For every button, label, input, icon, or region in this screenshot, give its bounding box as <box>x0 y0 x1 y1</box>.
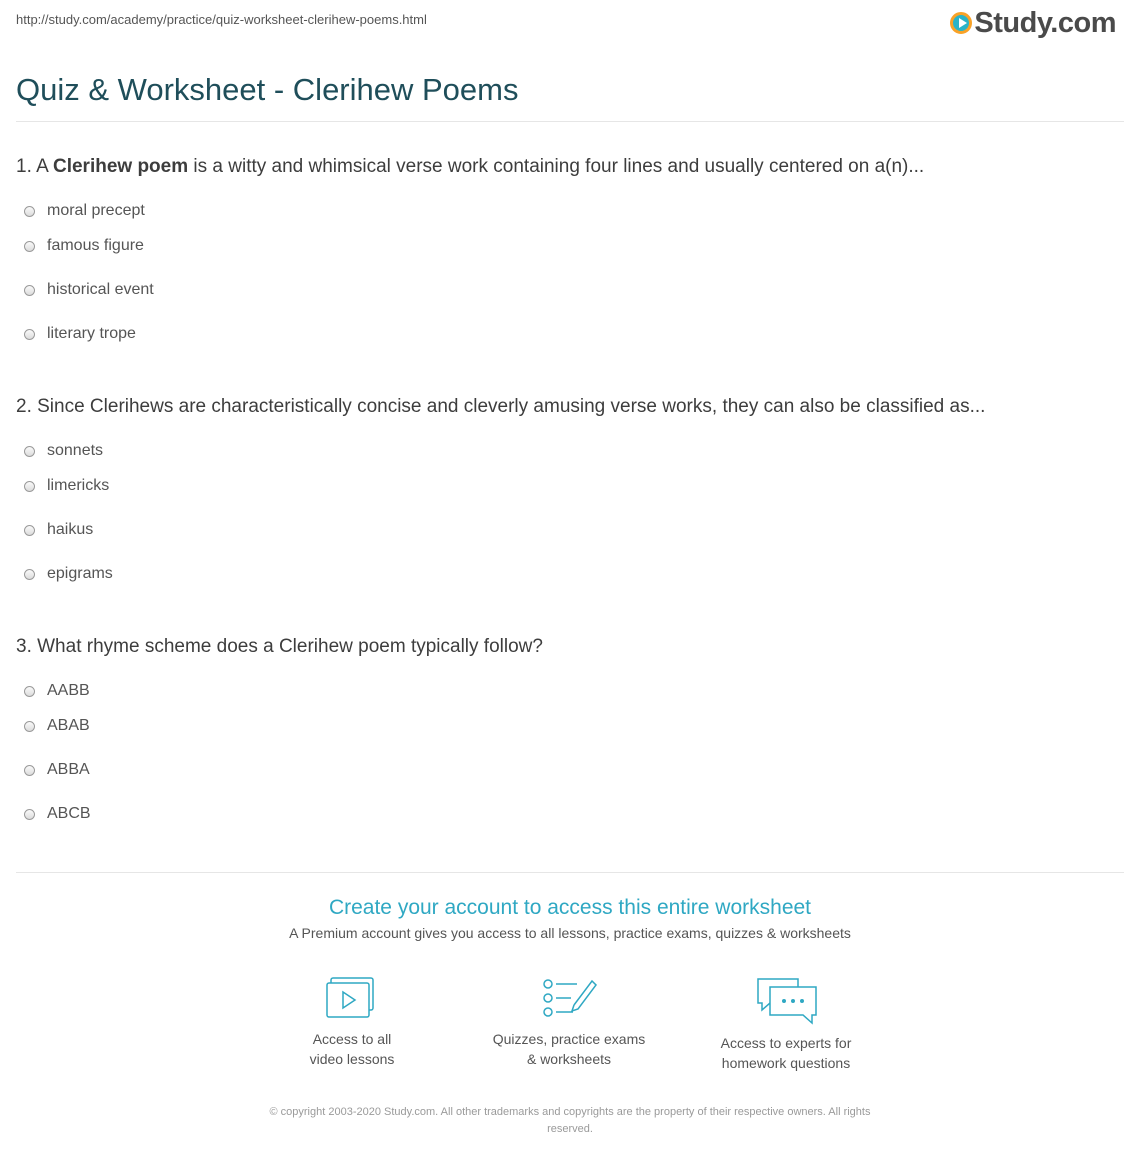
answer-option[interactable]: famous figure <box>16 224 1126 268</box>
radio-button[interactable] <box>24 809 35 820</box>
title-divider <box>16 121 1124 122</box>
premium-promo <box>0 893 1140 943</box>
feature-label: Access to experts for homework questions <box>720 1035 852 1071</box>
radio-button[interactable] <box>24 285 35 296</box>
answer-option[interactable]: moral precept <box>16 198 1126 224</box>
question-1 <box>16 155 1126 356</box>
answer-options <box>16 438 1126 596</box>
play-logo-icon <box>950 12 972 34</box>
answer-option[interactable]: historical event <box>16 268 1126 312</box>
answer-options <box>16 678 1126 836</box>
answer-option[interactable]: ABCB <box>16 792 1126 836</box>
radio-button[interactable] <box>24 241 35 252</box>
promo-divider <box>16 872 1124 873</box>
question-text: 3. What rhyme scheme does a Clerihew poem typically follow? <box>16 636 543 657</box>
question-3 <box>16 635 1126 836</box>
feature-experts <box>696 975 876 1073</box>
radio-button[interactable] <box>24 721 35 732</box>
feature-list <box>0 975 1140 1075</box>
quiz-checklist-icon <box>541 975 597 1021</box>
answer-option[interactable]: literary trope <box>16 312 1126 356</box>
answer-option[interactable]: epigrams <box>16 552 1126 596</box>
page-title: Quiz & Worksheet - Clerihew Poems <box>16 72 519 107</box>
radio-button[interactable] <box>24 765 35 776</box>
feature-video-lessons <box>262 975 442 1069</box>
answer-options <box>16 198 1126 356</box>
feature-quizzes <box>479 975 659 1069</box>
promo-subtitle: A Premium account gives you access to all lessons, practice exams, quizzes & worksheets <box>289 925 851 941</box>
question-2 <box>16 395 1126 596</box>
feature-label: Access to all video lessons <box>309 1031 395 1067</box>
radio-button[interactable] <box>24 686 35 697</box>
top-bar <box>16 7 1124 42</box>
radio-button[interactable] <box>24 569 35 580</box>
radio-button[interactable] <box>24 206 35 217</box>
create-account-link[interactable]: Create your account to access this entire worksheet <box>328 896 812 919</box>
logo-text: Study.com <box>974 7 1116 39</box>
feature-label: Quizzes, practice exams & worksheets <box>492 1031 646 1067</box>
answer-option[interactable]: limericks <box>16 464 1126 508</box>
answer-option[interactable]: sonnets <box>16 438 1126 464</box>
copyright-footer: © copyright 2003-2020 Study.com. All other trademarks and copyrights are the property of their respective owners. All rights reserved. <box>269 1106 871 1135</box>
page-url: http://study.com/academy/practice/quiz-worksheet-clerihew-poems.html <box>16 12 427 27</box>
chat-bubbles-icon <box>754 975 818 1025</box>
answer-option[interactable]: ABAB <box>16 704 1126 748</box>
answer-option[interactable]: ABBA <box>16 748 1126 792</box>
video-lessons-icon <box>325 975 379 1021</box>
answer-option[interactable]: haikus <box>16 508 1126 552</box>
radio-button[interactable] <box>24 481 35 492</box>
radio-button[interactable] <box>24 329 35 340</box>
study-logo[interactable] <box>950 8 1116 38</box>
question-text: 1. A Clerihew poem is a witty and whimsical verse work containing four lines and usually centered on a(n)... <box>16 156 925 177</box>
answer-option[interactable]: AABB <box>16 678 1126 704</box>
radio-button[interactable] <box>24 446 35 457</box>
radio-button[interactable] <box>24 525 35 536</box>
question-text: 2. Since Clerihews are characteristically concise and cleverly amusing verse works, they can also be classified as... <box>16 396 986 417</box>
